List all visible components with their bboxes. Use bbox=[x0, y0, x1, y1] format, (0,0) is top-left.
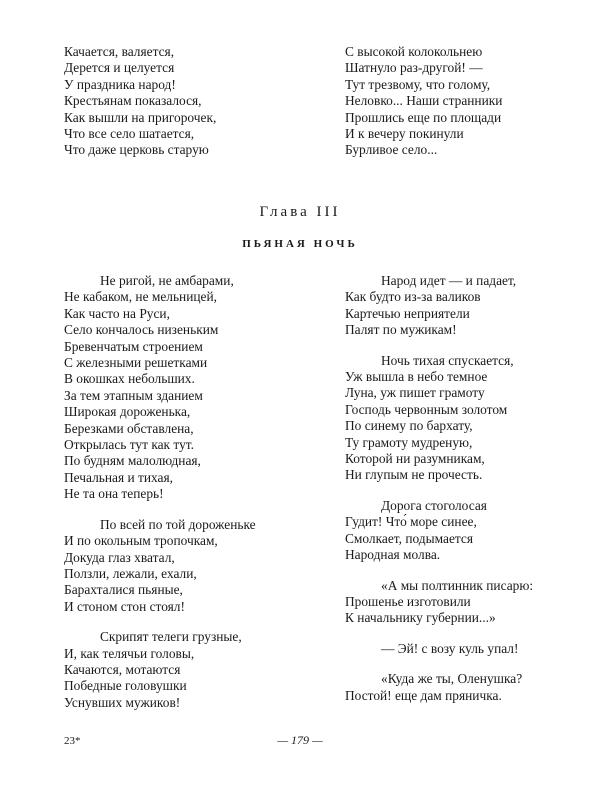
verse-line: Что даже церковь старую bbox=[64, 142, 209, 158]
verse-line: Докуда глаз хватал, bbox=[64, 549, 175, 565]
verse-line: Как будто из-за валиков bbox=[345, 289, 481, 305]
verse-line: Народная молва. bbox=[345, 547, 441, 563]
left-column-verse bbox=[64, 273, 256, 711]
verse-line: И к вечеру покинули bbox=[345, 126, 464, 142]
verse-line: Господь червонным золотом bbox=[345, 401, 508, 417]
verse-line: Село кончалось низеньким bbox=[64, 322, 219, 338]
verse-line: Уснувших мужиков! bbox=[64, 694, 181, 710]
verse-line: Которой ни разумникам, bbox=[345, 451, 485, 467]
stanza bbox=[345, 498, 533, 564]
verse-line: Не кабаком, не мельницей, bbox=[64, 289, 218, 305]
verse-line: К начальнику губернии...» bbox=[345, 610, 496, 626]
verse-line: И стоном стон стоял! bbox=[64, 598, 185, 614]
verse-line: Как вышли на пригорочек, bbox=[64, 109, 217, 125]
stanza bbox=[345, 641, 533, 657]
verse-line: Качается, валяется, bbox=[64, 44, 175, 59]
verse-line: Не ригой, не амбарами, bbox=[100, 273, 234, 288]
verse-line: Березками обставлена, bbox=[64, 420, 194, 436]
verse-line: — Эй! с возу куль упал! bbox=[381, 640, 519, 656]
verse-line: Прошенье изготовили bbox=[345, 593, 471, 609]
verse-line: Смолкает, подымается bbox=[345, 530, 474, 546]
verse-line: В окошках небольших. bbox=[64, 371, 195, 387]
verse-line: Гудит! Что́ море синее, bbox=[345, 514, 477, 530]
chapter-heading: Глава III bbox=[259, 204, 341, 220]
verse-line: Неловко... Наши странники bbox=[345, 93, 503, 109]
verse-line: По синему по бархату, bbox=[345, 418, 473, 434]
verse-line: Постой! еще дам пряничка. bbox=[345, 687, 502, 703]
verse-line: За тем этапным зданием bbox=[64, 387, 203, 403]
top-right-verse bbox=[345, 44, 502, 159]
verse-line: Барахталися пьяные, bbox=[64, 582, 183, 598]
verse-line: Крестьянам показалося, bbox=[64, 93, 202, 109]
verse-line: Шатнуло раз-другой! — bbox=[345, 60, 483, 76]
verse-line: Бурливое село... bbox=[345, 142, 438, 158]
verse-line: Бревенчатым строением bbox=[64, 338, 203, 354]
verse-line: Прошлись еще по площади bbox=[345, 109, 502, 125]
verse-line: С железными решетками bbox=[64, 355, 208, 371]
chapter-title: ПЬЯНАЯ НОЧЬ bbox=[242, 238, 358, 250]
stanza bbox=[64, 273, 256, 503]
verse-line: Дорога стоголосая bbox=[381, 497, 487, 513]
verse-line: По будням малолюдная, bbox=[64, 453, 201, 469]
verse-line: «А мы полтинник писарю: bbox=[381, 577, 534, 593]
right-column-verse bbox=[345, 273, 533, 704]
stanza bbox=[64, 517, 256, 615]
verse-line: Как часто на Руси, bbox=[64, 305, 170, 321]
verse-line: Широкая дороженька, bbox=[64, 404, 191, 420]
stanza bbox=[345, 353, 533, 484]
verse-line: Ночь тихая спускается, bbox=[381, 352, 514, 368]
page-number: — 179 — bbox=[277, 733, 323, 747]
verse-line: Скрипят телеги грузные, bbox=[100, 629, 242, 645]
top-left-verse bbox=[64, 44, 216, 159]
verse-line: Ползли, лежали, ехали, bbox=[64, 565, 197, 581]
verse-line: Картечью неприятели bbox=[345, 305, 470, 321]
verse-line: «Куда же ты, Оленушка? bbox=[381, 671, 523, 687]
verse-line: Печальная и тихая, bbox=[64, 469, 173, 485]
signature-mark: 23* bbox=[64, 735, 81, 747]
verse-line: Ту грамоту мудреную, bbox=[345, 434, 473, 450]
stanza bbox=[64, 629, 256, 711]
verse-line: И, как телячьи головы, bbox=[64, 645, 195, 661]
verse-line: И по окольным тропочкам, bbox=[64, 533, 218, 549]
stanza bbox=[345, 578, 533, 627]
verse-line: По всей по той дороженьке bbox=[100, 516, 256, 532]
verse-line: Луна, уж пишет грамоту bbox=[345, 385, 485, 401]
verse-line: Качаются, мотаются bbox=[64, 661, 181, 677]
verse-line: Палят по мужикам! bbox=[345, 322, 457, 338]
verse-line: Победные головушки bbox=[64, 678, 187, 694]
stanza bbox=[345, 273, 533, 339]
stanza bbox=[345, 671, 533, 704]
verse-line: Тут трезвому, что голому, bbox=[345, 76, 491, 92]
verse-line: Что все село шатается, bbox=[64, 126, 195, 142]
verse-line: У праздника народ! bbox=[64, 76, 176, 92]
verse-line: Уж вышла в небо темное bbox=[345, 369, 488, 385]
verse-line: Не та она теперь! bbox=[64, 486, 164, 502]
verse-line: Открылась тут как тут. bbox=[64, 437, 194, 453]
verse-line: Дерется и целуется bbox=[64, 60, 175, 76]
verse-line: Народ идет — и падает, bbox=[381, 273, 517, 288]
verse-line: С высокой колокольнею bbox=[345, 44, 483, 59]
verse-line: Ни глупым не прочесть. bbox=[345, 467, 483, 483]
